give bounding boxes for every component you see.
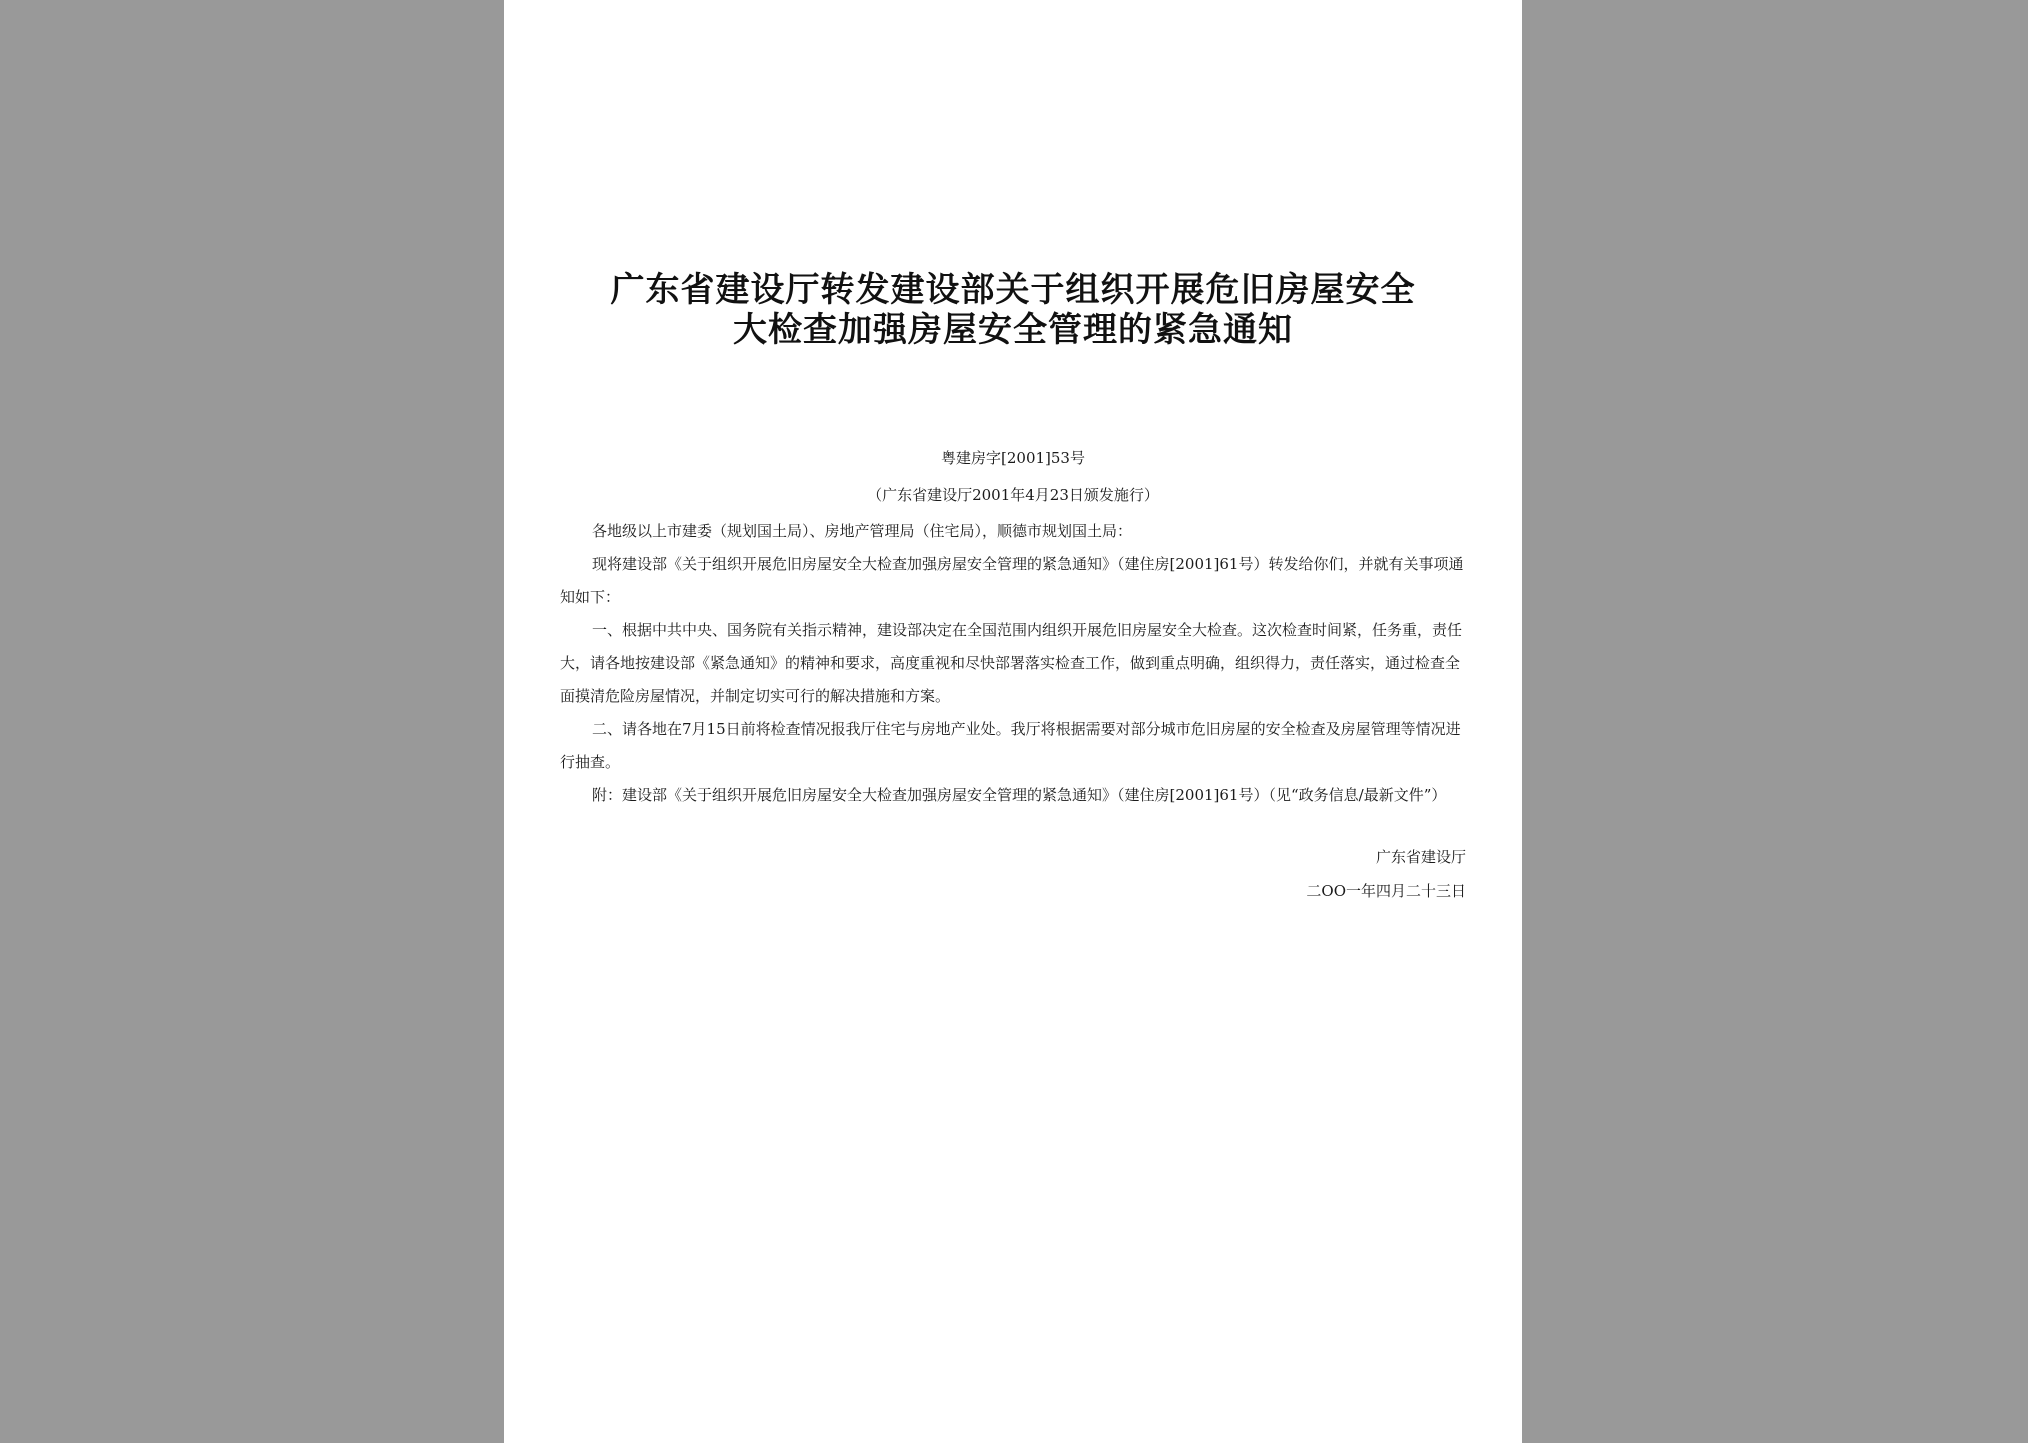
item-two-text: 二、请各地在7月15日前将检查情况报我厅住宅与房地产业处。我厅将根据需要对部分城市危旧房屋的安全检查及房屋管理等情况进行抽查。 [560,720,1461,771]
item-two-paragraph [560,713,1470,779]
salutation-text: 各地级以上市建委（规划国土局）、房地产管理局（住宅局），顺德市规划国土局： [592,522,1133,540]
document-number: 粤建房字[2001]53号 [941,449,1085,467]
salutation-paragraph [560,515,1470,548]
intro-text: 现将建设部《关于组织开展危旧房屋安全大检查加强房屋安全管理的紧急通知》（建住房[2001]61号）转发给你们，并就有关事项通知如下： [560,555,1464,606]
signature-date: 二OO一年四月二十三日 [1306,882,1466,900]
signature-organization: 广东省建设厅 [1375,848,1466,866]
item-one-text: 一、根据中共中央、国务院有关指示精神，建设部决定在全国范围内组织开展危旧房屋安全大检查。这次检查时间紧，任务重，责任大，请各地按建设部《紧急通知》的精神和要求，高度重视和尽快部署落实检查工作，做到重点明确，组织得力，责任落实，通过检查全面摸清危险房屋情况，并制定切实可行的解决措施和方案。 [560,621,1463,705]
document-title-line-2: 大检查加强房屋安全管理的紧急通知 [733,310,1293,350]
attachment-text: 附：建设部《关于组织开展危旧房屋安全大检查加强房屋安全管理的紧急通知》（建住房[2001]61号）（见“政务信息/最新文件”） [592,786,1447,804]
issued-note: （广东省建设厅2001年4月23日颁发施行） [867,486,1159,504]
item-one-paragraph [560,614,1470,713]
document-page [504,0,1522,1443]
intro-paragraph [560,548,1470,614]
document-title-line-1: 广东省建设厅转发建设部关于组织开展危旧房屋安全 [610,270,1416,310]
attachment-paragraph [560,779,1470,812]
